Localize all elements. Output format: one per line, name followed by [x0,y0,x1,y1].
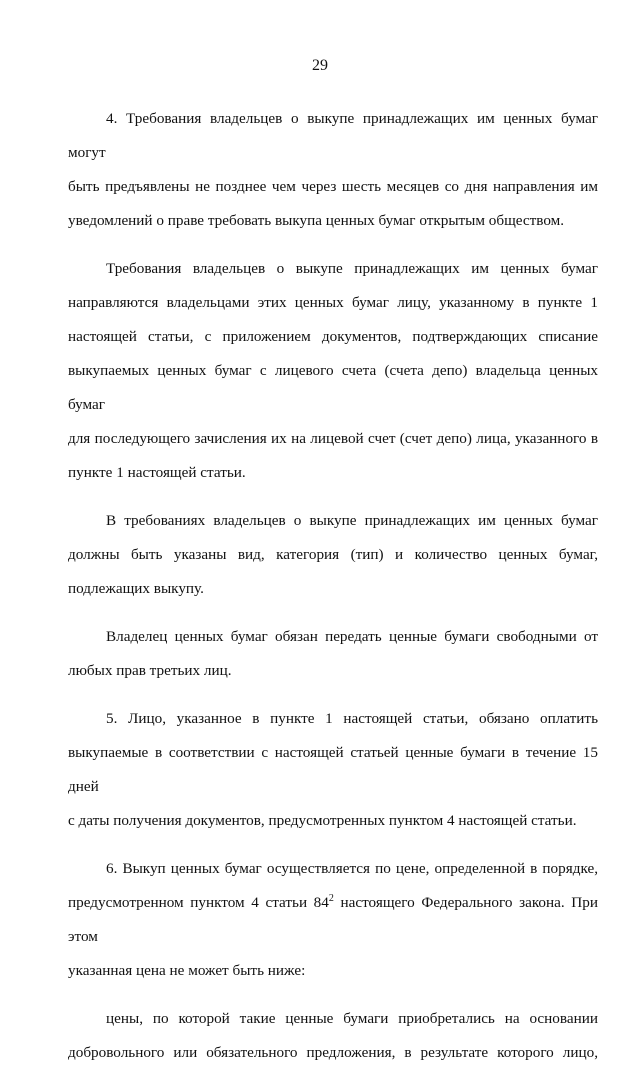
paragraph-owner-obligation [68,620,598,688]
page-number: 29 [312,57,328,74]
text-line: цены, по которой такие ценные бумаги приобретались на основании [106,1010,598,1027]
text-line: настоящей статьи, с приложением документов, подтверждающих списание [68,328,598,345]
paragraph-clause-5 [68,702,598,838]
paragraph-requirements-sending [68,252,598,490]
text-line: подлежащих выкупу. [68,580,204,597]
text-fragment: настоящего Федерального закона. При этом [68,894,598,945]
text-line: уведомлений о праве требовать выкупа ценных бумаг открытым обществом. [68,212,565,229]
text-line: указанная цена не может быть ниже: [68,962,306,979]
paragraph-clause-6 [68,852,598,988]
text-line: пункте 1 настоящей статьи. [68,464,246,481]
text-line: 4. Требования владельцев о выкупе принадлежащих им ценных бумаг могут [68,110,598,161]
text-line: 6. Выкуп ценных бумаг осуществляется по цене, определенной в порядке, [106,860,598,877]
superscript-article-number: 2 [328,892,334,904]
text-line: для последующего зачисления их на лицевой счет (счет депо) лица, указанного в [68,430,598,447]
text-line: любых прав третьих лиц. [68,662,232,679]
paragraph-clause-4 [68,102,598,238]
text-line: выкупаемых ценных бумаг с лицевого счета (счета депо) владельца ценных бумаг [68,362,598,413]
paragraph-requirements-content [68,504,598,606]
text-line: В требованиях владельцев о выкупе принадлежащих им ценных бумаг [106,512,598,529]
text-line: выкупаемые в соответствии с настоящей статьей ценные бумаги в течение 15 дней [68,744,598,795]
text-line: Требования владельцев о выкупе принадлежащих им ценных бумаг [106,260,598,277]
document-body [68,102,598,1084]
text-line: быть предъявлены не позднее чем через шесть месяцев со дня направления им [68,178,598,195]
text-line-with-superscript [68,886,598,954]
paragraph-price-basis [68,1002,598,1070]
text-line: 5. Лицо, указанное в пункте 1 настоящей статьи, обязано оплатить [106,710,598,727]
text-line: с даты получения документов, предусмотренных пунктом 4 настоящей статьи. [68,812,577,829]
text-line: добровольного или обязательного предложения, в результате которого лицо, [68,1044,598,1061]
text-fragment: предусмотренном пунктом 4 статьи 84 [68,894,329,911]
text-line: Владелец ценных бумаг обязан передать ценные бумаги свободными от [106,628,598,645]
text-line: направляются владельцами этих ценных бумаг лицу, указанному в пункте 1 [68,294,598,311]
text-line: должны быть указаны вид, категория (тип) и количество ценных бумаг, [68,546,598,563]
